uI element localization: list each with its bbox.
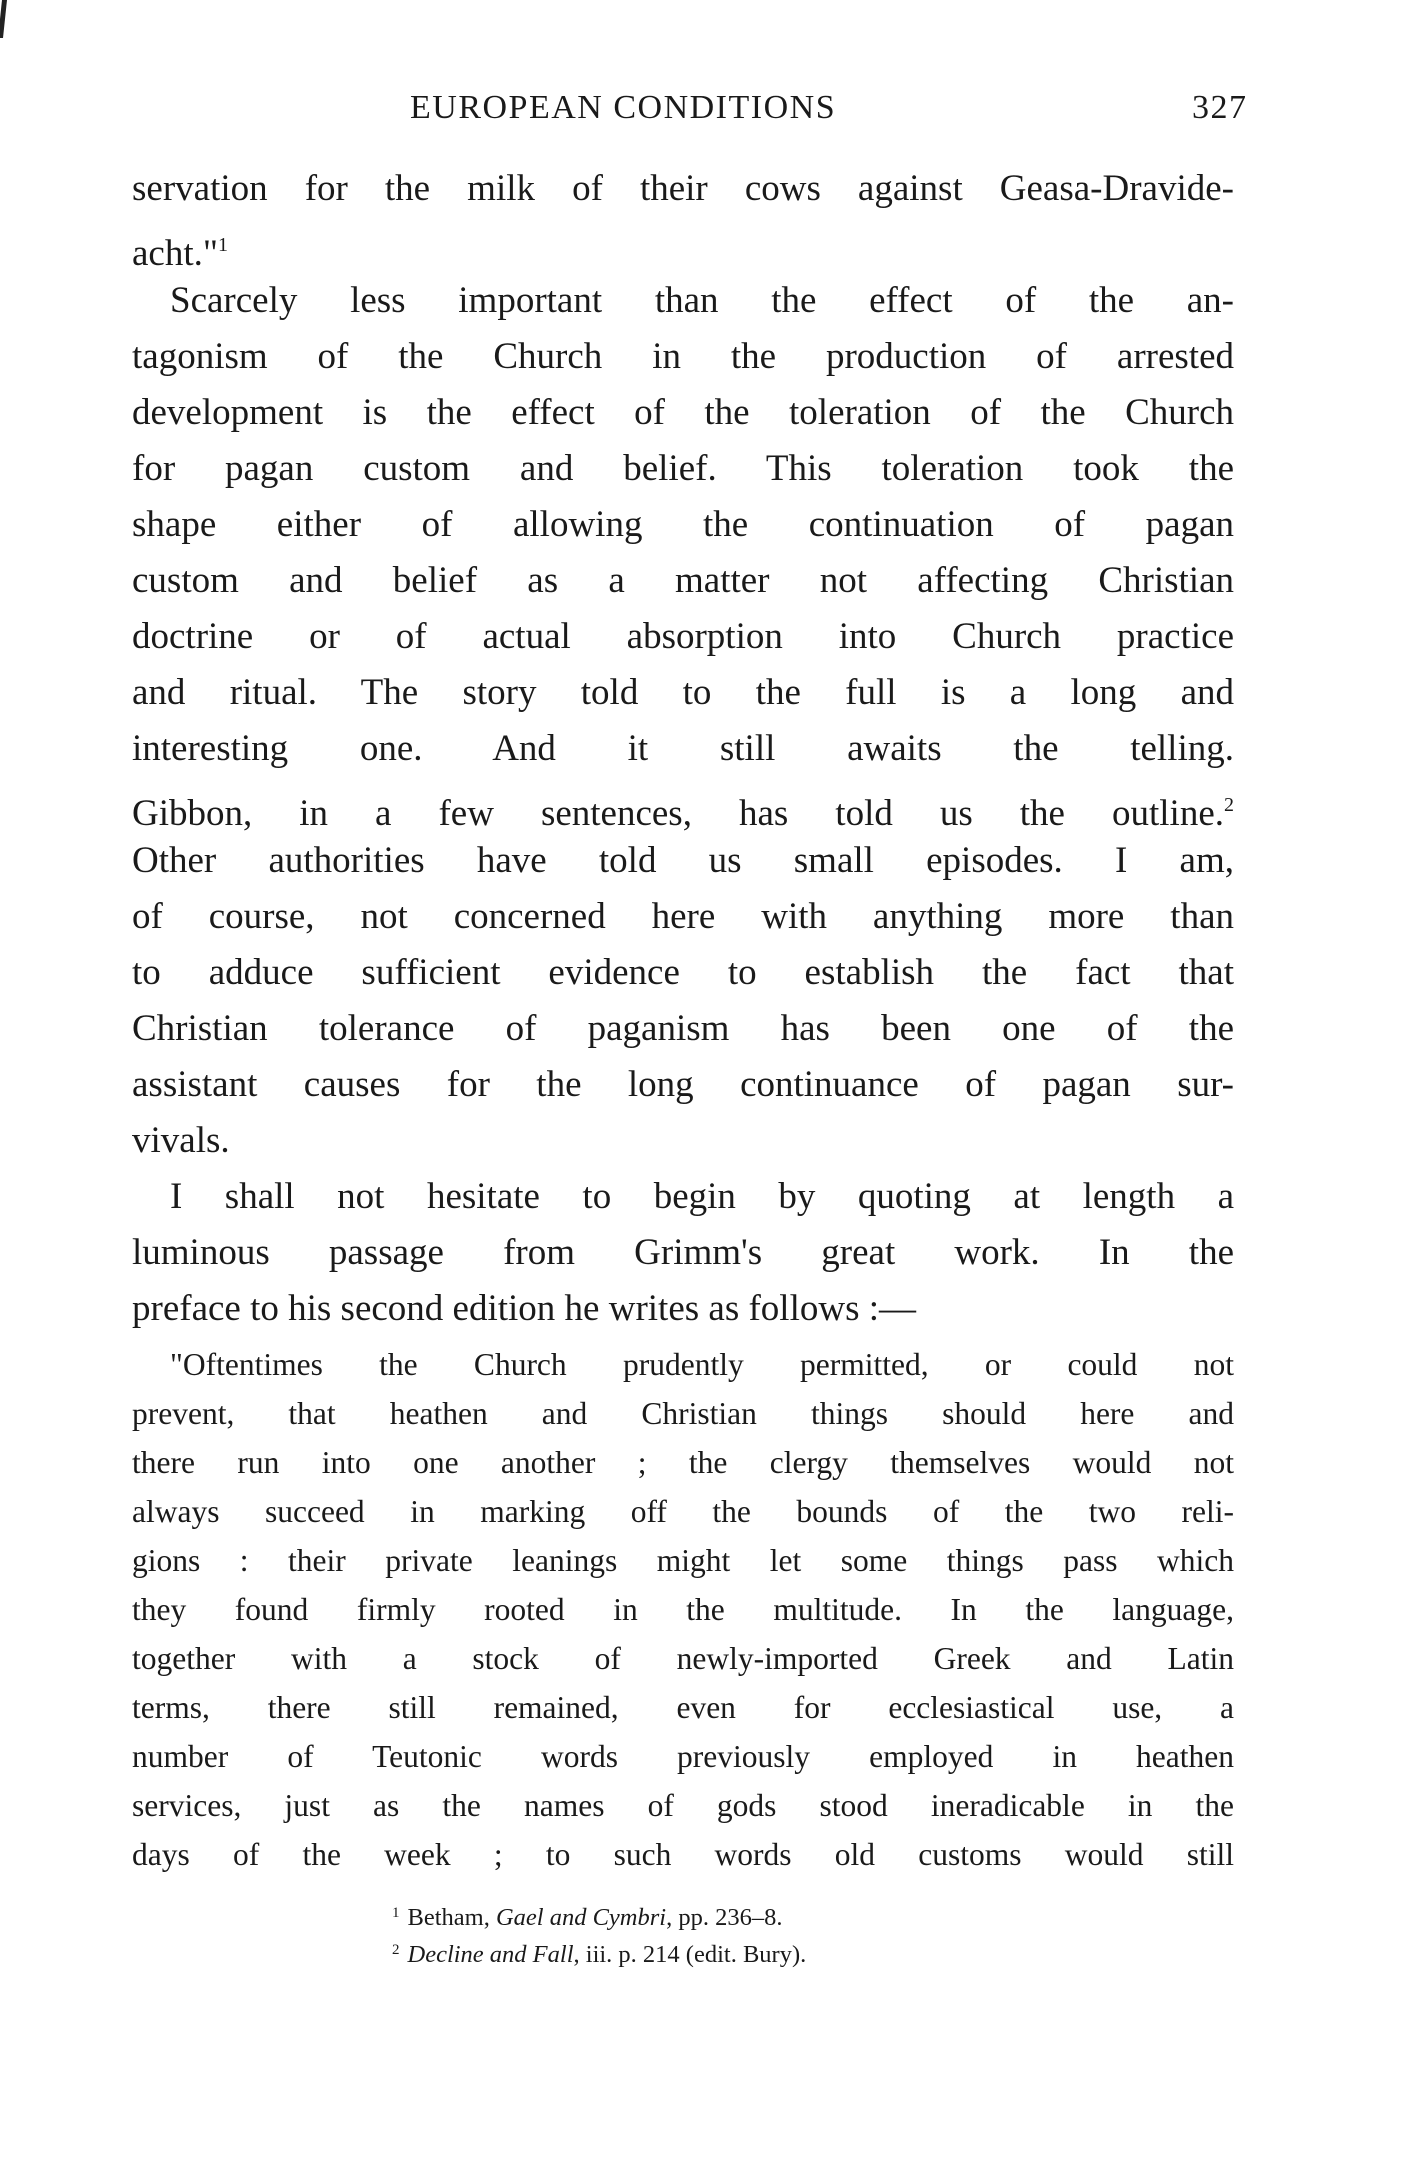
footnote-title: Gael and Cymbri bbox=[495, 1904, 667, 1931]
footnote-2 bbox=[392, 1932, 806, 1973]
footnote-reference: 2 bbox=[1224, 794, 1234, 816]
text-line: shape either of allowing the continuation of pagan bbox=[132, 504, 1234, 545]
footnote-number: 2 bbox=[392, 1942, 400, 1958]
footnote-text: Betham, bbox=[407, 1904, 496, 1931]
quote-line: terms, there still remained, even for ecclesiastical use, a bbox=[132, 1690, 1234, 1725]
text-line: Other authorities have told us small episodes. I am, bbox=[132, 840, 1234, 881]
quote-line: there run into one another ; the clergy themselves would not bbox=[132, 1445, 1234, 1480]
text-line: Gibbon, in a few sentences, has told us the outline.$^2$ bbox=[132, 793, 1234, 834]
text-line: Christian tolerance of paganism has been one of the bbox=[132, 1008, 1234, 1049]
text-line: and ritual. The story told to the full is a long and bbox=[132, 672, 1234, 713]
text-line: interesting one. And it still awaits the telling. bbox=[132, 728, 1234, 769]
text-line: doctrine or of actual absorption into Church practice bbox=[132, 616, 1234, 657]
text-line: I shall not hesitate to begin by quoting at length a bbox=[170, 1176, 1234, 1217]
text-line: of course, not concerned here with anything more than bbox=[132, 896, 1234, 937]
quote-line: together with a stock of newly-imported Greek and Latin bbox=[132, 1641, 1234, 1676]
text-line: development is the effect of the toleration of the Church bbox=[132, 392, 1234, 433]
quote-line: number of Teutonic words previously employed in heathen bbox=[132, 1739, 1234, 1774]
text-line: vivals. bbox=[132, 1120, 230, 1161]
quote-line: they found firmly rooted in the multitude. In the language, bbox=[132, 1592, 1234, 1627]
quote-line: services, just as the names of gods stood ineradicable in the bbox=[132, 1788, 1234, 1823]
quote-line: "Oftentimes the Church prudently permitted, or could not bbox=[170, 1347, 1234, 1382]
footnote-text: , iii. p. 214 (edit. Bury). bbox=[573, 1941, 807, 1968]
text-line: preface to his second edition he writes as follows :— bbox=[132, 1288, 916, 1329]
text-line: acht."$^1$ bbox=[132, 233, 228, 274]
text-line: for pagan custom and belief. This toleration took the bbox=[132, 448, 1234, 489]
text-line: servation for the milk of their cows against Geasa-Dravide- bbox=[132, 168, 1234, 209]
quote-line: days of the week ; to such words old customs would still bbox=[132, 1837, 1234, 1872]
footnote-number: 1 bbox=[392, 1905, 400, 1921]
footnote-title: Decline and Fall bbox=[407, 1941, 574, 1968]
text-line: Scarcely less important than the effect of the an- bbox=[170, 280, 1234, 321]
quote-line: always succeed in marking off the bounds of the two reli- bbox=[132, 1494, 1234, 1529]
text-line: to adduce sufficient evidence to establish the fact that bbox=[132, 952, 1234, 993]
running-title: EUROPEAN CONDITIONS bbox=[410, 89, 837, 126]
footnote-1 bbox=[392, 1895, 782, 1936]
text-line: custom and belief as a matter not affecting Christian bbox=[132, 560, 1234, 601]
quote-line: prevent, that heathen and Christian things should here and bbox=[132, 1396, 1234, 1431]
footnote-text: , pp. 236–8. bbox=[666, 1904, 783, 1931]
text-line: luminous passage from Grimm's great work. In the bbox=[132, 1232, 1234, 1273]
text-line: tagonism of the Church in the production of arrested bbox=[132, 336, 1234, 377]
footnote-reference: 1 bbox=[217, 234, 228, 256]
page-number: 327 bbox=[1192, 89, 1248, 126]
quote-line: gions : their private leanings might let some things pass which bbox=[132, 1543, 1234, 1578]
scan-edge-mark bbox=[0, 0, 7, 38]
text-line: assistant causes for the long continuance of pagan sur- bbox=[132, 1064, 1234, 1105]
